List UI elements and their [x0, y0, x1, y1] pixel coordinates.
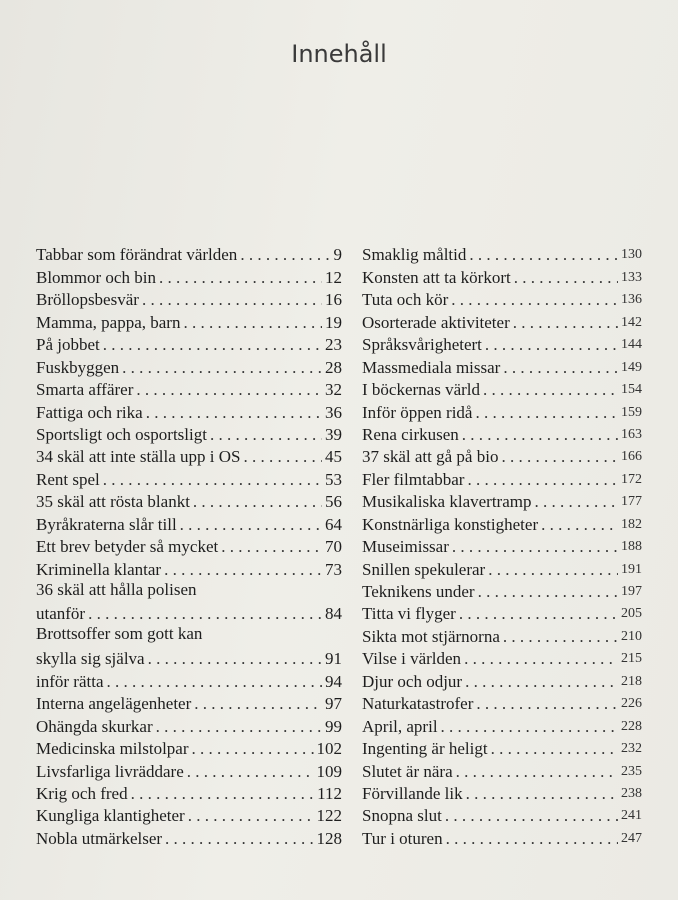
- toc-dot-leader: [188, 806, 314, 825]
- toc-entry: [36, 736, 342, 758]
- toc-entry-title-line1: Brottsoffer som gott kan: [36, 624, 203, 644]
- toc-entry: [362, 444, 642, 466]
- toc-entry-page: 12: [325, 267, 342, 287]
- toc-entry-title: Teknikens under: [362, 582, 475, 601]
- toc-entry-title: Smarta affärer: [36, 380, 134, 400]
- toc-entry-title: Sportsligt och osportsligt: [36, 424, 207, 444]
- toc-entry-page: 16: [325, 290, 342, 310]
- toc-entry: [36, 399, 342, 421]
- toc-entry: [362, 556, 642, 578]
- toc-entry: [36, 466, 342, 488]
- toc-entry: [362, 422, 642, 444]
- toc-entry-page: 182: [621, 516, 642, 532]
- toc-entry-title: I böckernas värld: [362, 380, 481, 400]
- toc-dot-leader: [103, 470, 322, 489]
- toc-entry-title: Massmediala missar: [362, 357, 501, 377]
- toc-entry-page: 197: [621, 584, 642, 599]
- toc-dot-leader: [491, 739, 618, 758]
- toc-dot-leader: [187, 762, 314, 781]
- toc-entry-page: 122: [316, 806, 342, 826]
- toc-entry-title: Naturkatastrofer: [362, 694, 474, 714]
- toc-entry-title: Vilse i världen: [362, 649, 462, 669]
- toc-entry-title: Rent spel: [36, 469, 100, 489]
- toc-entry-page: 228: [621, 718, 642, 734]
- toc-entry: [36, 534, 342, 556]
- toc-dot-leader: [483, 380, 618, 399]
- toc-dot-leader: [464, 649, 618, 668]
- toc-entry-page: 232: [621, 741, 642, 757]
- toc-dot-leader: [164, 560, 322, 579]
- toc-entry-page: 149: [621, 359, 642, 375]
- toc-left-column: [36, 242, 342, 848]
- toc-dot-leader: [243, 447, 322, 466]
- toc-dot-leader: [513, 313, 618, 332]
- toc-entry-page: 163: [621, 426, 642, 442]
- toc-entry-title: Snopna slut: [362, 806, 442, 826]
- toc-entry: [36, 332, 342, 354]
- toc-dot-leader: [501, 447, 618, 466]
- toc-entry-page: 32: [325, 380, 342, 400]
- page-title: Innehåll: [291, 40, 387, 68]
- toc-entry-page: 238: [621, 785, 642, 801]
- toc-entry-page: 177: [621, 494, 642, 510]
- toc-dot-leader: [180, 515, 322, 534]
- toc-entry-page: 28: [325, 357, 342, 377]
- toc-entry: [362, 377, 642, 399]
- toc-entry-page: 84: [325, 604, 342, 624]
- toc-entry-page: 73: [325, 559, 342, 579]
- toc-dot-leader: [192, 739, 314, 758]
- toc-entry-page: 218: [621, 673, 642, 689]
- toc-dot-leader: [503, 627, 618, 646]
- toc-entry-title: På jobbet: [36, 335, 100, 355]
- toc-entry-page: 112: [317, 783, 342, 803]
- toc-entry-title: Tabbar som förändrat världen: [36, 245, 238, 265]
- toc-entry: [36, 242, 342, 264]
- toc-entry-page: 94: [325, 671, 342, 691]
- toc-entry: [36, 264, 342, 286]
- toc-entry-page: 102: [316, 739, 342, 759]
- toc-entry: [362, 758, 642, 780]
- toc-dot-leader: [469, 245, 618, 264]
- toc-entry: [362, 264, 642, 286]
- toc-dot-leader: [476, 694, 618, 713]
- toc-entry-title: Smaklig måltid: [362, 245, 467, 265]
- toc-entry-title: 35 skäl att rösta blankt: [36, 492, 190, 512]
- toc-dot-leader: [459, 604, 618, 623]
- toc-dot-leader: [103, 335, 322, 354]
- toc-dot-leader: [456, 762, 618, 781]
- toc-entry-page: 133: [621, 269, 642, 285]
- toc-entry-page: 130: [621, 247, 642, 263]
- toc-entry-title: Museimissar: [362, 537, 449, 557]
- toc-dot-leader: [503, 358, 618, 377]
- toc-entry: [362, 511, 642, 533]
- toc-entry-page: 64: [325, 514, 342, 534]
- toc-entry-title: April, april: [362, 716, 438, 736]
- toc-entry: [36, 556, 342, 578]
- toc-entry-page: 172: [621, 471, 642, 487]
- toc-entry-title-line1: 36 skäl att hålla polisen: [36, 579, 197, 599]
- toc-dot-leader: [466, 784, 618, 803]
- toc-dot-leader: [88, 604, 322, 623]
- toc-entry-title: Ett brev betyder så mycket: [36, 537, 219, 557]
- toc-entry-page: 99: [325, 716, 342, 736]
- toc-dot-leader: [165, 829, 313, 848]
- toc-entry-page: 210: [621, 628, 642, 644]
- toc-entry-page: 56: [325, 492, 342, 512]
- toc-entry-page: 205: [621, 606, 642, 622]
- toc-entry: [362, 668, 642, 690]
- toc-entry-title: Kungliga klantigheter: [36, 806, 185, 826]
- toc-entry: [362, 534, 642, 556]
- toc-entry: [36, 803, 342, 825]
- toc-entry-title: Konstnärliga konstigheter: [362, 514, 539, 534]
- toc-entry: [362, 354, 642, 376]
- toc-dot-leader: [136, 380, 322, 399]
- toc-entry: [36, 444, 342, 466]
- toc-entry: [36, 781, 342, 803]
- toc-entry-title: Fattiga och rika: [36, 402, 143, 422]
- toc-dot-leader: [131, 784, 315, 803]
- toc-dot-leader: [221, 537, 322, 556]
- toc-entry-page: 23: [325, 335, 342, 355]
- toc-entry-title: Musikaliska klavertramp: [362, 492, 532, 512]
- toc-entry: [36, 579, 342, 624]
- toc-entry-page: 39: [325, 424, 342, 444]
- toc-entry: [362, 399, 642, 421]
- toc-entry-title: utanför: [36, 604, 86, 624]
- toc-dot-leader: [446, 829, 618, 848]
- toc-entry: [36, 309, 342, 331]
- toc-entry: [362, 736, 642, 758]
- toc-dot-leader: [514, 268, 618, 287]
- toc-entry-title: Blommor och bin: [36, 267, 156, 287]
- toc-entry-line2: [36, 601, 342, 623]
- toc-entry: [36, 668, 342, 690]
- toc-entry-page: 142: [621, 314, 642, 330]
- toc-entry-title: Ingenting är heligt: [362, 739, 488, 759]
- toc-right-column: [362, 242, 642, 848]
- toc-entry-title: Bröllopsbesvär: [36, 290, 139, 310]
- toc-entry-page: 19: [325, 312, 342, 332]
- toc-dot-leader: [194, 694, 322, 713]
- toc-entry-title: Kriminella klantar: [36, 559, 162, 579]
- toc-entry: [362, 781, 642, 803]
- toc-dot-leader: [240, 245, 330, 264]
- toc-entry-page: 191: [621, 561, 642, 577]
- toc-entry-title: skylla sig själva: [36, 649, 145, 669]
- toc-entry-page: 235: [621, 763, 642, 779]
- toc-dot-leader: [465, 672, 618, 691]
- toc-dot-leader: [452, 537, 618, 556]
- toc-entry-page: 188: [621, 539, 642, 555]
- toc-entry: [36, 377, 342, 399]
- toc-entry-title: Titta vi flyger: [362, 604, 456, 624]
- toc-entry-page: 166: [621, 449, 642, 465]
- toc-dot-leader: [541, 515, 618, 534]
- toc-entry-title: 37 skäl att gå på bio: [362, 447, 499, 467]
- toc-entry: [36, 691, 342, 713]
- toc-entry: [362, 489, 642, 511]
- toc-entry: [362, 713, 642, 735]
- toc-dot-leader: [467, 470, 618, 489]
- toc-dot-leader: [445, 806, 618, 825]
- toc-entry-page: 241: [621, 808, 642, 824]
- toc-entry-page: 128: [316, 828, 342, 848]
- toc-entry-page: 36: [325, 402, 342, 422]
- toc-dot-leader: [156, 717, 322, 736]
- toc-entry-page: 97: [325, 694, 342, 714]
- toc-dot-leader: [142, 290, 322, 309]
- toc-entry-title: Förvillande lik: [362, 783, 463, 803]
- toc-dot-leader: [462, 425, 618, 444]
- toc-entry: [36, 287, 342, 309]
- toc-entry-title: Slutet är nära: [362, 761, 453, 781]
- toc-entry-title: Rena cirkusen: [362, 424, 459, 444]
- toc-dot-leader: [159, 268, 322, 287]
- toc-dot-leader: [107, 672, 323, 691]
- toc-entry: [362, 623, 642, 645]
- toc-entry-title: Medicinska milstolpar: [36, 739, 189, 759]
- toc-dot-leader: [183, 313, 322, 332]
- toc-dot-leader: [535, 492, 619, 511]
- toc-entry-page: 53: [325, 469, 342, 489]
- toc-entry-title: Interna angelägenheter: [36, 694, 192, 714]
- toc-entry-page: 159: [621, 404, 642, 420]
- toc-entry-title: 34 skäl att inte ställa upp i OS: [36, 447, 241, 467]
- toc-dot-leader: [478, 582, 618, 601]
- toc-entry-title: Osorterade aktiviteter: [362, 312, 510, 332]
- toc-entry: [362, 691, 642, 713]
- toc-entry-title: Fuskbyggen: [36, 357, 120, 377]
- toc-entry-title: Byråkraterna slår till: [36, 514, 177, 534]
- toc-entry-page: 215: [621, 651, 642, 667]
- toc-entry-page: 226: [621, 696, 642, 712]
- toc-entry: [36, 623, 342, 668]
- toc-entry: [362, 309, 642, 331]
- toc-dot-leader: [451, 290, 618, 309]
- toc-entry-title: Fler filmtabbar: [362, 469, 465, 489]
- toc-entry-page: 154: [621, 382, 642, 398]
- toc-entry-title: Livsfarliga livräddare: [36, 761, 184, 781]
- toc-entry: [36, 489, 342, 511]
- toc-entry-title: Mamma, pappa, barn: [36, 312, 181, 332]
- toc-dot-leader: [441, 717, 618, 736]
- toc-entry: [362, 332, 642, 354]
- toc-dot-leader: [148, 649, 322, 668]
- toc-entry-line2: [36, 646, 342, 668]
- toc-dot-leader: [146, 403, 322, 422]
- toc-entry-page: 136: [621, 292, 642, 308]
- toc-dot-leader: [122, 358, 322, 377]
- toc-entry-page: 144: [621, 337, 642, 353]
- toc-entry-title: Ohängda skurkar: [36, 716, 153, 736]
- toc-entry: [362, 242, 642, 264]
- toc-entry-page: 70: [325, 537, 342, 557]
- toc-entry: [362, 601, 642, 623]
- toc-entry-title: Krig och fred: [36, 783, 128, 803]
- toc-entry: [362, 287, 642, 309]
- toc-dot-leader: [210, 425, 322, 444]
- toc-entry-page: 9: [333, 245, 342, 265]
- toc-entry: [362, 579, 642, 601]
- toc-entry-title: Snillen spekulerar: [362, 559, 486, 579]
- toc-entry: [362, 646, 642, 668]
- toc-entry-title: Inför öppen ridå: [362, 402, 473, 422]
- toc-dot-leader: [485, 335, 618, 354]
- toc-entry: [362, 825, 642, 847]
- toc-dot-leader: [193, 492, 322, 511]
- toc-entry-page: 45: [325, 447, 342, 467]
- toc-entry-page: 91: [325, 649, 342, 669]
- toc-dot-leader: [488, 560, 618, 579]
- toc-entry: [36, 354, 342, 376]
- toc-entry: [36, 422, 342, 444]
- toc-entry-title: Tur i oturen: [362, 828, 443, 848]
- toc-entry-page: 247: [621, 830, 642, 846]
- toc-entry-title: Nobla utmärkelser: [36, 828, 163, 848]
- toc-entry-title: Språksvårighetert: [362, 335, 482, 355]
- toc-entry: [362, 803, 642, 825]
- toc-entry: [36, 825, 342, 847]
- toc-entry-title: Sikta mot stjärnorna: [362, 626, 500, 646]
- toc-entry-title: inför rätta: [36, 671, 104, 691]
- toc-dot-leader: [475, 403, 618, 422]
- toc-entry: [36, 511, 342, 533]
- toc-entry-title: Tuta och kör: [362, 290, 449, 310]
- toc-entry-page: 109: [316, 761, 342, 781]
- toc-entry: [36, 713, 342, 735]
- toc-entry: [36, 758, 342, 780]
- toc-entry-title: Konsten att ta körkort: [362, 267, 511, 287]
- toc-entry: [362, 466, 642, 488]
- toc-entry-title: Djur och odjur: [362, 671, 463, 691]
